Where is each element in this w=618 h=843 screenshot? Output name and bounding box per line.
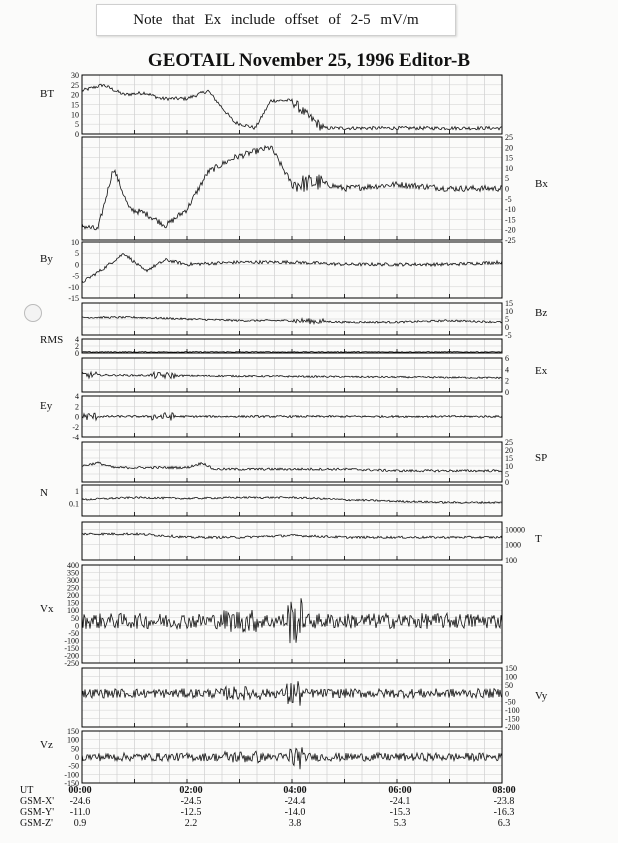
footer-y-0: -11.0: [69, 807, 91, 818]
bz-tick-label: 10: [505, 307, 513, 316]
bt-tick-label: 5: [75, 120, 79, 130]
by-tick-label: 0: [75, 260, 79, 270]
footer-z-2: 3.8: [288, 818, 302, 829]
sp-tick-label: 20: [505, 446, 513, 455]
ey-label: Ey: [40, 400, 53, 412]
ey-tick-label: -4: [72, 433, 79, 442]
ey-tick-label: 2: [75, 402, 79, 412]
vy-tick-label: 50: [505, 680, 513, 690]
vx-tick-label: 50: [71, 613, 79, 623]
bx-tick-label: 10: [505, 163, 513, 173]
vz-tick-label: -100: [64, 770, 79, 780]
bx-tick-label: 20: [505, 143, 513, 153]
n-label: N: [40, 487, 48, 499]
sp-tick-label: 0: [505, 478, 509, 487]
by-tick-label: -10: [68, 282, 79, 292]
ex-tick-label: 2: [505, 376, 509, 386]
bt-label: BT: [40, 88, 55, 100]
sp-tick-label: 25: [505, 438, 513, 447]
by-tick-label: -5: [72, 271, 79, 281]
by-tick-label: 5: [75, 249, 79, 259]
t-tick-label: 10000: [505, 525, 525, 535]
bt-tick-label: 20: [71, 90, 79, 100]
rms-label: RMS: [40, 334, 64, 346]
bz-label: Bz: [535, 307, 548, 319]
vx-tick-label: -150: [64, 643, 79, 653]
vy-tick-label: -200: [505, 723, 520, 732]
footer-x-0: -24.6: [69, 796, 91, 807]
footer-z-3: 5.3: [393, 818, 407, 829]
vy-tick-label: -100: [505, 706, 520, 716]
by-tick-label: -15: [68, 294, 79, 303]
footer-label-gsm-y: GSM-Y': [20, 807, 55, 818]
sp-tick-label: 15: [505, 454, 513, 463]
bx-tick-label: -10: [505, 205, 516, 215]
vy-label: Vy: [535, 690, 548, 702]
bx-tick-label: 0: [505, 184, 509, 194]
bz-tick-label: 15: [505, 299, 513, 308]
ex-label: Ex: [535, 365, 548, 377]
footer-x-1: -24.5: [180, 796, 202, 807]
bx-label: Bx: [535, 178, 548, 190]
chart-title: GEOTAIL November 25, 1996 Editor-B: [147, 50, 471, 71]
bz-tick-label: -5: [505, 331, 512, 340]
vy-tick-label: 100: [505, 672, 517, 682]
ey-tick-label: 0: [75, 412, 79, 422]
footer-z-4: 6.3: [497, 818, 511, 829]
rms-tick-label: 4: [75, 335, 79, 344]
offset-note: Note that Ex include offset of 2-5 mV/m: [96, 4, 456, 36]
vz-tick-label: 0: [75, 753, 79, 762]
ex-tick-label: 0: [505, 388, 509, 397]
vz-tick-label: 50: [71, 744, 79, 754]
footer-label-gsm-x: GSM-X': [20, 796, 55, 807]
footer-ut-1: 02:00: [179, 785, 203, 796]
ex-tick-label: 4: [505, 365, 509, 375]
footer-y-1: -12.5: [180, 807, 202, 818]
footer-z-0: 0.9: [73, 818, 87, 829]
vz-tick-label: -150: [64, 779, 79, 788]
vy-tick-label: 0: [505, 689, 509, 699]
footer-ut-2: 04:00: [283, 785, 307, 796]
vx-tick-label: 400: [67, 561, 79, 570]
vz-label: Vz: [40, 739, 53, 751]
bt-tick-label: 25: [71, 80, 79, 90]
bx-tick-label: -20: [505, 225, 516, 235]
vx-tick-label: 200: [67, 591, 79, 601]
footer-label-gsm-z: GSM-Z': [20, 818, 53, 829]
sp-label: SP: [535, 452, 548, 464]
ex-tick-label: 6: [505, 354, 509, 363]
t-tick-label: 100: [505, 556, 517, 565]
vy-tick-label: 150: [505, 664, 517, 673]
vx-label: Vx: [40, 603, 54, 615]
bt-tick-label: 30: [71, 71, 79, 80]
bx-tick-label: -25: [505, 236, 516, 245]
footer-ut-4: 08:00: [492, 785, 516, 796]
footer-y-4: -16.3: [493, 807, 515, 818]
bz-tick-label: 5: [505, 315, 509, 324]
bx-tick-label: 15: [505, 153, 513, 163]
vx-tick-label: 0: [75, 621, 79, 631]
bx-tick-label: 25: [505, 133, 513, 142]
footer-y-3: -15.3: [389, 807, 411, 818]
vx-tick-label: 300: [67, 576, 79, 586]
vy-tick-label: -150: [505, 714, 520, 724]
footer-y-2: -14.0: [284, 807, 306, 818]
ey-tick-label: 4: [75, 392, 79, 401]
vx-tick-label: -250: [64, 659, 79, 668]
vx-tick-label: 150: [67, 598, 79, 608]
footer-x-4: -23.8: [493, 796, 515, 807]
sp-tick-label: 5: [505, 470, 509, 479]
by-label: By: [40, 253, 53, 265]
footer-ut-0: 00:00: [68, 785, 92, 796]
footer-x-3: -24.1: [389, 796, 411, 807]
vx-tick-label: 100: [67, 606, 79, 616]
vz-tick-label: -50: [68, 761, 79, 771]
vx-tick-label: 250: [67, 583, 79, 593]
ey-tick-label: -2: [72, 422, 79, 432]
footer-z-1: 2.2: [184, 818, 198, 829]
vx-tick-label: -50: [68, 628, 79, 638]
vz-tick-label: 150: [67, 727, 79, 736]
bx-tick-label: -5: [505, 194, 512, 204]
rms-trace: [82, 352, 502, 353]
rms-tick-label: 0: [75, 349, 79, 358]
vx-tick-label: -100: [64, 636, 79, 646]
bt-tick-label: 10: [71, 110, 79, 120]
t-tick-label: 1000: [505, 540, 521, 550]
vx-tick-label: 350: [67, 568, 79, 578]
vx-tick-label: -200: [64, 651, 79, 661]
bt-tick-label: 0: [75, 130, 79, 139]
vz-tick-label: 100: [67, 735, 79, 745]
bx-tick-label: 5: [505, 174, 509, 184]
footer-ut-3: 06:00: [388, 785, 412, 796]
bt-tick-label: 15: [71, 100, 79, 110]
t-label: T: [535, 533, 542, 545]
rms-tick-label: 2: [75, 342, 79, 351]
footer-label-ut: UT: [20, 785, 34, 796]
by-tick-label: 10: [71, 238, 79, 247]
n-tick-label: 1: [75, 486, 79, 496]
footer-x-2: -24.4: [284, 796, 306, 807]
n-tick-label: 0.1: [69, 499, 79, 509]
sp-tick-label: 10: [505, 462, 513, 471]
bz-tick-label: 0: [505, 323, 509, 332]
vy-tick-label: -50: [505, 697, 516, 707]
bx-tick-label: -15: [505, 215, 516, 225]
